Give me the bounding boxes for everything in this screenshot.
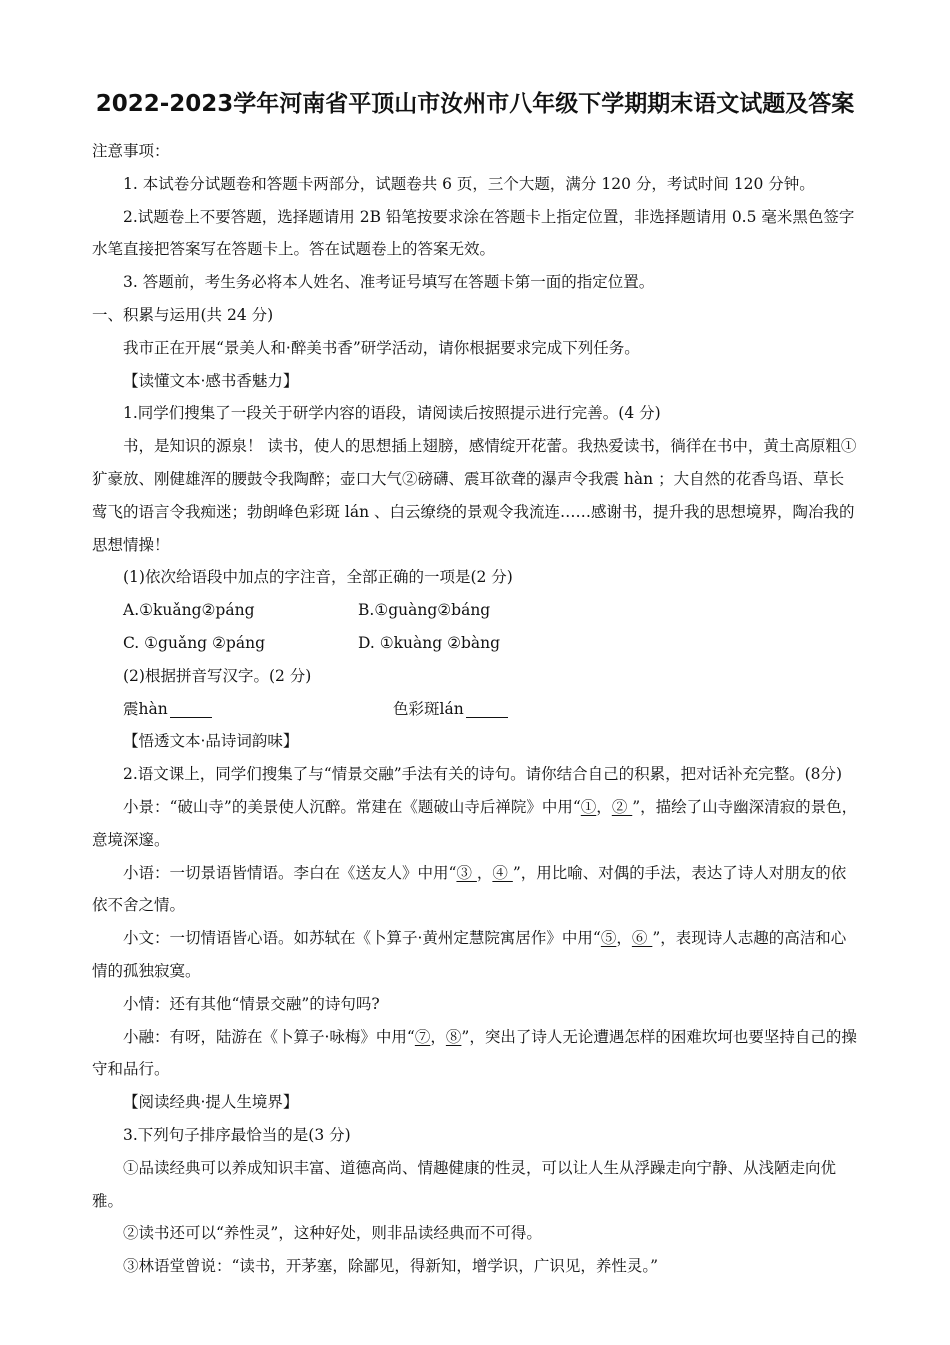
dialogue-separator: ，	[616, 929, 632, 948]
notice-item-2: 2.试题卷上不要答题，选择题请用 2B 铅笔按要求涂在答题卡上指定位置，非选择题请用 0.5 毫米黑色签字水笔直接把答案写在答题卡上。答在试题卷上的答案无效。	[92, 207, 855, 259]
section-heading: 一、积累与运用(共 24 分)	[92, 305, 274, 324]
dialogue-xiaoyu	[92, 857, 858, 923]
sentence-2: ②读书还可以“养性灵”，这种好处，则非品读经典而不可得。	[123, 1224, 542, 1243]
fill-blank-3: ③	[456, 863, 477, 882]
options-row-2	[92, 627, 858, 660]
dialogue-xiaojing	[92, 791, 858, 857]
fill-blank-8: ⑧	[445, 1027, 462, 1046]
fill-blank-1: ①	[580, 797, 597, 816]
question-1-part-1-stem: (1)依次给语段中加点的字注音，全部正确的一项是(2 分)	[123, 568, 513, 587]
answer-blank-2	[466, 699, 508, 718]
dialogue-text: ”，描绘了山寺幽深清寂的景色，意境深邃。	[92, 797, 858, 849]
fill-blank-6: ⑥	[631, 929, 653, 948]
notice-item-1: 1. 本试卷分试题卷和答题卡两部分，试题卷共 6 页，三个大题，满分 120 分，考试时间 120 分钟。	[123, 174, 815, 193]
question-3-stem: 3.下列句子排序最恰当的是(3 分)	[123, 1125, 351, 1144]
options-row-1	[92, 594, 858, 627]
dialogue-separator: ，	[476, 863, 493, 882]
dialogue-text: 小景：“破山寺”的美景使人沉醉。常建在《题破山寺后禅院》中用“	[123, 797, 581, 816]
dialogue-xiaowen	[92, 922, 858, 988]
section-intro: 我市正在开展“景美人和·醉美书香”研学活动，请你根据要求完成下列任务。	[123, 338, 640, 357]
subsection-heading-1: 【读懂文本·感书香魅力】	[123, 371, 299, 390]
dialogue-text: 小语：一切景语皆情语。李白在《送友人》中用“	[123, 863, 457, 882]
fill-blank-7: ⑦	[414, 1027, 431, 1046]
dialogue-text: ”，表现诗人志趣的高洁和心情的孤独寂寞。	[92, 929, 847, 980]
pinyin-item-1-text: 震hàn	[123, 699, 168, 718]
dialogue-xiaorong	[92, 1021, 858, 1087]
dialogue-text: ”，突出了诗人无论遭遇怎样的困难坎坷也要坚持自己的操守和品行。	[92, 1027, 857, 1079]
dialogue-xiaoqing: 小情：还有其他“情景交融”的诗句吗?	[123, 994, 380, 1013]
pinyin-item-2	[393, 693, 508, 726]
pinyin-item-2-text: 色彩斑lán	[393, 699, 464, 718]
notice-item-3: 3. 答题前，考生务必将本人姓名、准考证号填写在答题卡第一面的指定位置。	[123, 273, 655, 292]
fill-blank-5: ⑤	[600, 929, 617, 948]
dialogue-separator: ，	[430, 1027, 446, 1046]
option-d: D. ①kuàng ②bàng	[358, 633, 501, 652]
notice-heading: 注意事项：	[92, 142, 170, 160]
option-a: A.①kuǎng②páng	[123, 601, 255, 620]
question-1-passage: 书，是知识的源泉！ 读书，使人的思想插上翅膀，感情绽开花蕾。我热爱读书，徜徉在书中，黄土高原粗①犷豪放、刚健雄浑的腰鼓令我陶醉；壶口大气②磅礴、震耳欲聋的瀑声令我震 hàn ；大自然的花香鸟语、草长莺飞的语言令我痴迷；勃朗峰色彩斑 lán 、白云缭绕的景观令我流连……感谢书，提升我的思想境界，陶冶我的思想情操！	[92, 437, 857, 554]
question-1-stem: 1.同学们搜集了一段关于研学内容的语段，请阅读后按照提示进行完善。(4 分)	[123, 404, 661, 423]
option-c: C. ①guǎng ②páng	[123, 633, 265, 652]
pinyin-row	[92, 693, 858, 726]
dialogue-text: 小文：一切情语皆心语。如苏轼在《卜算子·黄州定慧院寓居作》中用“	[123, 929, 601, 948]
fill-blank-2: ②	[611, 797, 633, 816]
answer-blank-1	[170, 699, 212, 718]
pinyin-item-1	[123, 693, 393, 726]
dialogue-text: ”，用比喻、对偶的手法，表达了诗人对朋友的依依不舍之情。	[92, 863, 847, 915]
dialogue-separator: ，	[596, 797, 612, 816]
sentence-3: ③林语堂曾说：“读书，开茅塞，除鄙见，得新知，增学识，广识见，养性灵。”	[123, 1257, 659, 1276]
subsection-heading-2: 【悟透文本·品诗词韵味】	[123, 732, 299, 751]
option-b: B.①guàng②báng	[358, 601, 491, 620]
sentence-1: ①品读经典可以养成知识丰富、道德高尚、情趣健康的性灵，可以让人生从浮躁走向宁静、从浅陋走向优雅。	[92, 1158, 837, 1210]
dialogue-text: 小融：有呀，陆游在《卜算子·咏梅》中用“	[123, 1027, 415, 1046]
subsection-heading-3: 【阅读经典·提人生境界】	[123, 1093, 299, 1112]
page-title: 2022-2023学年河南省平顶山市汝州市八年级下学期期末语文试题及答案	[95, 91, 855, 117]
question-2-stem: 2.语文课上，同学们搜集了与“情景交融”手法有关的诗句。请你结合自己的积累，把对话补充完整。(8分)	[123, 765, 843, 784]
question-1-part-2-stem: (2)根据拼音写汉字。(2 分)	[123, 666, 312, 685]
fill-blank-4: ④	[492, 863, 513, 882]
